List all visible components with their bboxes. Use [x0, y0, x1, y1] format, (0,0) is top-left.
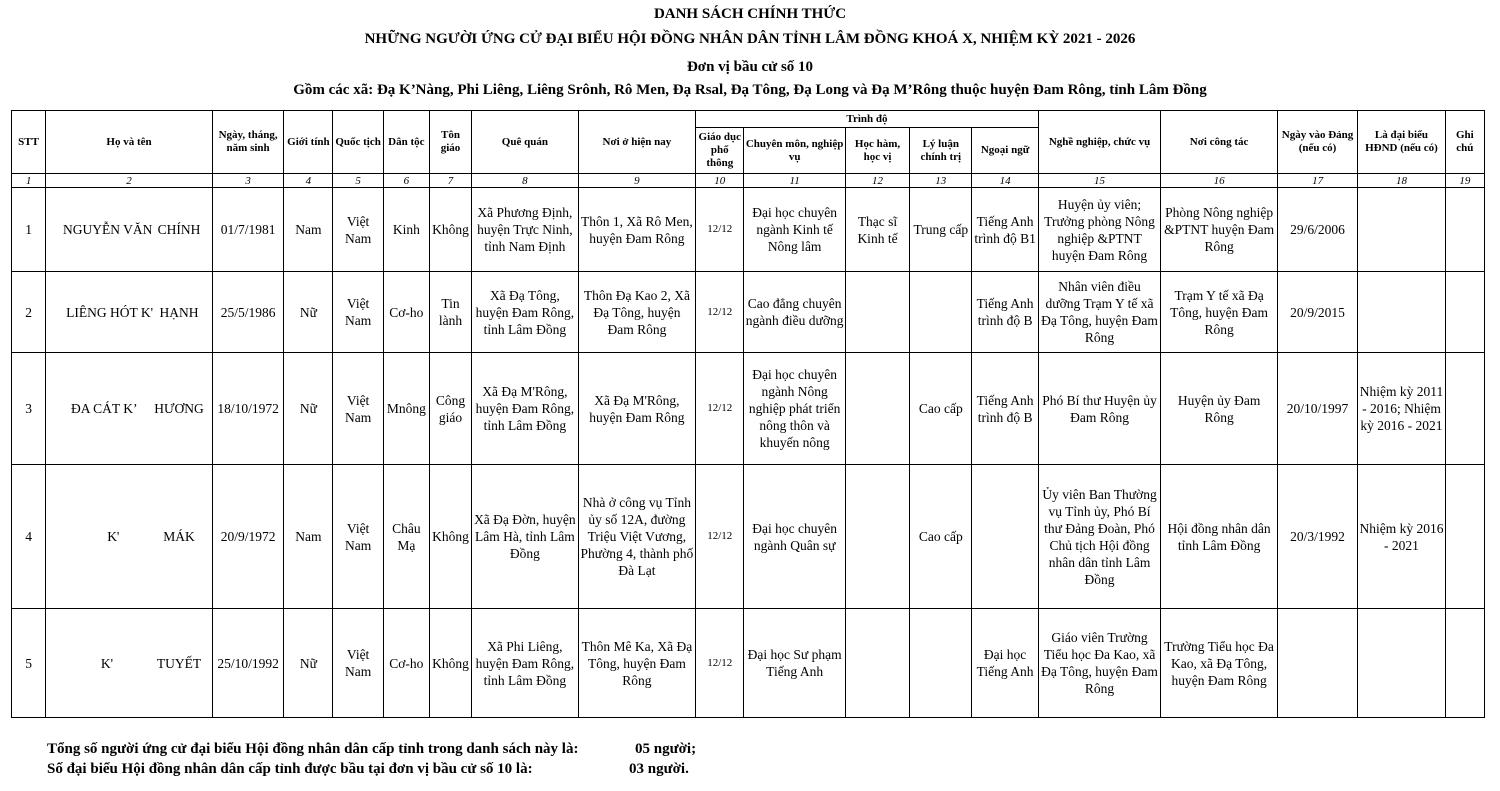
cell-political [910, 609, 972, 718]
cell-degree [845, 272, 909, 353]
cell-religion: Không [429, 465, 471, 609]
cell-dob: 18/10/1972 [212, 353, 283, 465]
col-note: Ghi chú [1445, 111, 1484, 174]
cell-political: Cao cấp [910, 465, 972, 609]
cell-general-edu: 12/12 [696, 465, 744, 609]
cell-surname: NGUYỄN VĂN [62, 222, 153, 237]
cell-name [46, 465, 213, 609]
cell-ethnicity: Châu Mạ [383, 465, 429, 609]
cell-workplace: Trạm Y tế xã Đạ Tông, huyện Đam Rông [1161, 272, 1278, 353]
cell-specialty: Đại học chuyên ngành Nông nghiệp phát triển nông thôn và khuyến nông [744, 353, 845, 465]
cell-religion: Tin lành [429, 272, 471, 353]
col-council-member: Là đại biểu HĐND (nếu có) [1358, 111, 1445, 174]
cell-degree [845, 465, 909, 609]
cell-party-date: 20/10/1997 [1277, 353, 1357, 465]
cell-party-date: 29/6/2006 [1277, 188, 1357, 272]
col-political: Lý luận chính trị [910, 128, 972, 174]
summary-total-value: 05 người; [635, 741, 697, 757]
cell-stt: 4 [12, 465, 46, 609]
col-party-date: Ngày vào Đảng (nếu có) [1277, 111, 1357, 174]
cell-gender: Nữ [284, 272, 333, 353]
cell-stt: 3 [12, 353, 46, 465]
cell-note [1445, 272, 1484, 353]
cell-ethnicity: Cơ-ho [383, 272, 429, 353]
cell-language: Tiếng Anh trình độ B [972, 353, 1038, 465]
cell-dob: 01/7/1981 [212, 188, 283, 272]
cell-council-member [1358, 188, 1445, 272]
col-language: Ngoại ngữ [972, 128, 1038, 174]
cell-specialty: Đại học chuyên ngành Quân sự [744, 465, 845, 609]
document-subtitle: NHỮNG NGƯỜI ỨNG CỬ ĐẠI BIỂU HỘI ĐỒNG NHÂN DÂN TỈNH LÂM ĐỒNG KHOÁ X, NHIỆM KỲ 2021 - 2026 [364, 31, 1136, 47]
cell-gender: Nam [284, 465, 333, 609]
candidate-table [11, 110, 1485, 718]
cell-note [1445, 465, 1484, 609]
cell-given-name: TUYẾT [156, 655, 202, 671]
cell-religion: Không [429, 609, 471, 718]
cell-general-edu: 12/12 [696, 609, 744, 718]
cell-council-member: Nhiệm kỳ 2016 - 2021 [1358, 465, 1445, 609]
summary-total-candidates [47, 741, 697, 758]
column-number: 15 [1038, 174, 1161, 188]
cell-hometown: Xã Đạ M'Rông, huyện Đam Rông, tỉnh Lâm Đồng [472, 353, 579, 465]
column-number: 6 [383, 174, 429, 188]
column-number: 12 [845, 174, 909, 188]
cell-gender: Nữ [284, 609, 333, 718]
column-number: 18 [1358, 174, 1445, 188]
cell-specialty: Đại học chuyên ngành Kinh tế Nông lâm [744, 188, 845, 272]
cell-language: Tiếng Anh trình độ B1 [972, 188, 1038, 272]
cell-political [910, 272, 972, 353]
cell-workplace: Huyện ủy Đam Rông [1161, 353, 1278, 465]
column-number: 5 [333, 174, 383, 188]
cell-stt: 5 [12, 609, 46, 718]
cell-degree: Thạc sĩ Kinh tế [845, 188, 909, 272]
cell-residence: Thôn 1, Xã Rô Men, huyện Đam Rông [578, 188, 696, 272]
cell-surname: LIÊNG HÓT K' [66, 304, 153, 320]
cell-political: Cao cấp [910, 353, 972, 465]
summary-total-label: Tổng số người ứng cử đại biểu Hội đồng nhân dân cấp tỉnh trong danh sách này là: [47, 741, 579, 757]
col-hometown: Quê quán [472, 111, 579, 174]
cell-note [1445, 353, 1484, 465]
cell-council-member [1358, 609, 1445, 718]
column-number: 1 [12, 174, 46, 188]
col-workplace: Nơi công tác [1161, 111, 1278, 174]
summary-seats-label: Số đại biểu Hội đồng nhân dân cấp tỉnh được bầu tại đơn vị bầu cử số 10 là: [47, 761, 533, 777]
column-number: 4 [284, 174, 333, 188]
cell-nationality: Việt Nam [333, 353, 383, 465]
cell-hometown: Xã Phương Định, huyện Trực Ninh, tỉnh Nam Định [472, 188, 579, 272]
column-number: 10 [696, 174, 744, 188]
cell-nationality: Việt Nam [333, 465, 383, 609]
cell-given-name: MÁK [163, 529, 195, 544]
cell-residence: Nhà ở công vụ Tỉnh ủy số 12A, đường Triệu Việt Vương, Phường 4, thành phố Đà Lạt [578, 465, 696, 609]
cell-workplace: Hội đồng nhân dân tỉnh Lâm Đồng [1161, 465, 1278, 609]
cell-hometown: Xã Đạ Đờn, huyện Lâm Hà, tỉnh Lâm Đồng [472, 465, 579, 609]
cell-dob: 25/10/1992 [212, 609, 283, 718]
cell-occupation: Ủy viên Ban Thường vụ Tỉnh ủy, Phó Bí thư Đảng Đoàn, Phó Chủ tịch Hội đồng nhân dân tỉnh Lâm Đồng [1038, 465, 1161, 609]
cell-religion: Không [429, 188, 471, 272]
cell-party-date: 20/9/2015 [1277, 272, 1357, 353]
cell-language [972, 465, 1038, 609]
cell-name [46, 188, 213, 272]
cell-specialty: Đại học Sư phạm Tiếng Anh [744, 609, 845, 718]
cell-stt: 2 [12, 272, 46, 353]
cell-residence: Thôn Mê Ka, Xã Đạ Tông, huyện Đam Rông [578, 609, 696, 718]
cell-name [46, 353, 213, 465]
table-row [12, 188, 1485, 272]
column-number: 7 [429, 174, 471, 188]
cell-dob: 20/9/1972 [212, 465, 283, 609]
cell-party-date: 20/3/1992 [1277, 465, 1357, 609]
column-number: 19 [1445, 174, 1484, 188]
summary-elected-seats [47, 761, 689, 778]
cell-hometown: Xã Phi Liêng, huyện Đam Rông, tỉnh Lâm Đồng [472, 609, 579, 718]
summary-seats-value: 03 người. [629, 761, 689, 777]
cell-degree [845, 609, 909, 718]
table-row [12, 609, 1485, 718]
col-gender: Giới tính [284, 111, 333, 174]
table-row [12, 353, 1485, 465]
column-number: 11 [744, 174, 845, 188]
cell-given-name: HẠNH [159, 304, 199, 320]
column-number-row [12, 174, 1485, 188]
col-religion: Tôn giáo [429, 111, 471, 174]
col-general-edu: Giáo dục phổ thông [696, 128, 744, 174]
cell-language: Tiếng Anh trình độ B [972, 272, 1038, 353]
cell-ethnicity: Cơ-ho [383, 609, 429, 718]
cell-name [46, 609, 213, 718]
column-number: 9 [578, 174, 696, 188]
cell-party-date [1277, 609, 1357, 718]
cell-residence: Thôn Đạ Kao 2, Xã Đạ Tông, huyện Đam Rông [578, 272, 696, 353]
cell-surname: K' [100, 655, 114, 671]
cell-given-name: CHÍNH [157, 222, 201, 237]
electoral-unit: Đơn vị bầu cử số 10 [686, 59, 814, 75]
cell-given-name: HƯƠNG [154, 401, 204, 416]
cell-general-edu: 12/12 [696, 188, 744, 272]
cell-general-edu: 12/12 [696, 272, 744, 353]
cell-council-member [1358, 272, 1445, 353]
cell-occupation: Phó Bí thư Huyện ủy Đam Rông [1038, 353, 1161, 465]
col-degree: Học hàm, học vị [845, 128, 909, 174]
col-specialty: Chuyên môn, nghiệp vụ [744, 128, 845, 174]
cell-nationality: Việt Nam [333, 188, 383, 272]
cell-nationality: Việt Nam [333, 609, 383, 718]
cell-note [1445, 188, 1484, 272]
column-number: 14 [972, 174, 1038, 188]
cell-council-member: Nhiệm kỳ 2011 - 2016; Nhiệm kỳ 2016 - 2021 [1358, 353, 1445, 465]
col-residence: Nơi ở hiện nay [578, 111, 696, 174]
table-row [12, 465, 1485, 609]
col-name: Họ và tên [46, 111, 213, 174]
cell-degree [845, 353, 909, 465]
cell-name [46, 272, 213, 353]
document-title: DANH SÁCH CHÍNH THỨC [653, 6, 847, 22]
cell-surname: ĐA CÁT K’ [71, 401, 138, 416]
cell-dob: 25/5/1986 [212, 272, 283, 353]
cell-gender: Nam [284, 188, 333, 272]
cell-political: Trung cấp [910, 188, 972, 272]
cell-residence: Xã Đạ M'Rông, huyện Đam Rông [578, 353, 696, 465]
cell-ethnicity: Mnông [383, 353, 429, 465]
cell-occupation: Nhân viên điều dưỡng Trạm Y tế xã Đạ Tông, huyện Đam Rông [1038, 272, 1161, 353]
col-ethnicity: Dân tộc [383, 111, 429, 174]
col-dob: Ngày, tháng, năm sinh [212, 111, 283, 174]
table-row [12, 272, 1485, 353]
cell-religion: Công giáo [429, 353, 471, 465]
column-number: 17 [1277, 174, 1357, 188]
column-number: 13 [910, 174, 972, 188]
col-nationality: Quốc tịch [333, 111, 383, 174]
cell-stt: 1 [12, 188, 46, 272]
column-number: 3 [212, 174, 283, 188]
cell-workplace: Trường Tiểu học Đa Kao, xã Đạ Tông, huyện Đam Rông [1161, 609, 1278, 718]
cell-hometown: Xã Đạ Tông, huyện Đam Rông, tỉnh Lâm Đồng [472, 272, 579, 353]
cell-occupation: Huyện ủy viên; Trưởng phòng Nông nghiệp &PTNT huyện Đam Rông [1038, 188, 1161, 272]
cell-specialty: Cao đẳng chuyên ngành điều dưỡng [744, 272, 845, 353]
cell-nationality: Việt Nam [333, 272, 383, 353]
cell-language: Đại học Tiếng Anh [972, 609, 1038, 718]
cell-occupation: Giáo viên Trường Tiểu học Đa Kao, xã Đạ Tông, huyện Đam Rông [1038, 609, 1161, 718]
cell-workplace: Phòng Nông nghiệp &PTNT huyện Đam Rông [1161, 188, 1278, 272]
cell-ethnicity: Kinh [383, 188, 429, 272]
column-number: 16 [1161, 174, 1278, 188]
communes-list: Gồm các xã: Đạ K’Nàng, Phi Liêng, Liêng Srônh, Rô Men, Đạ Rsal, Đạ Tông, Đạ Long và Đạ M’Rông thuộc huyện Đam Rông, tỉnh Lâm Đồng [293, 82, 1207, 98]
col-occupation: Nghề nghiệp, chức vụ [1038, 111, 1161, 174]
col-group-education: Trình độ [696, 111, 1039, 128]
cell-gender: Nữ [284, 353, 333, 465]
cell-general-edu: 12/12 [696, 353, 744, 465]
column-number: 2 [46, 174, 213, 188]
col-stt: STT [12, 111, 46, 174]
cell-surname: K' [107, 529, 120, 544]
column-number: 8 [472, 174, 579, 188]
cell-note [1445, 609, 1484, 718]
